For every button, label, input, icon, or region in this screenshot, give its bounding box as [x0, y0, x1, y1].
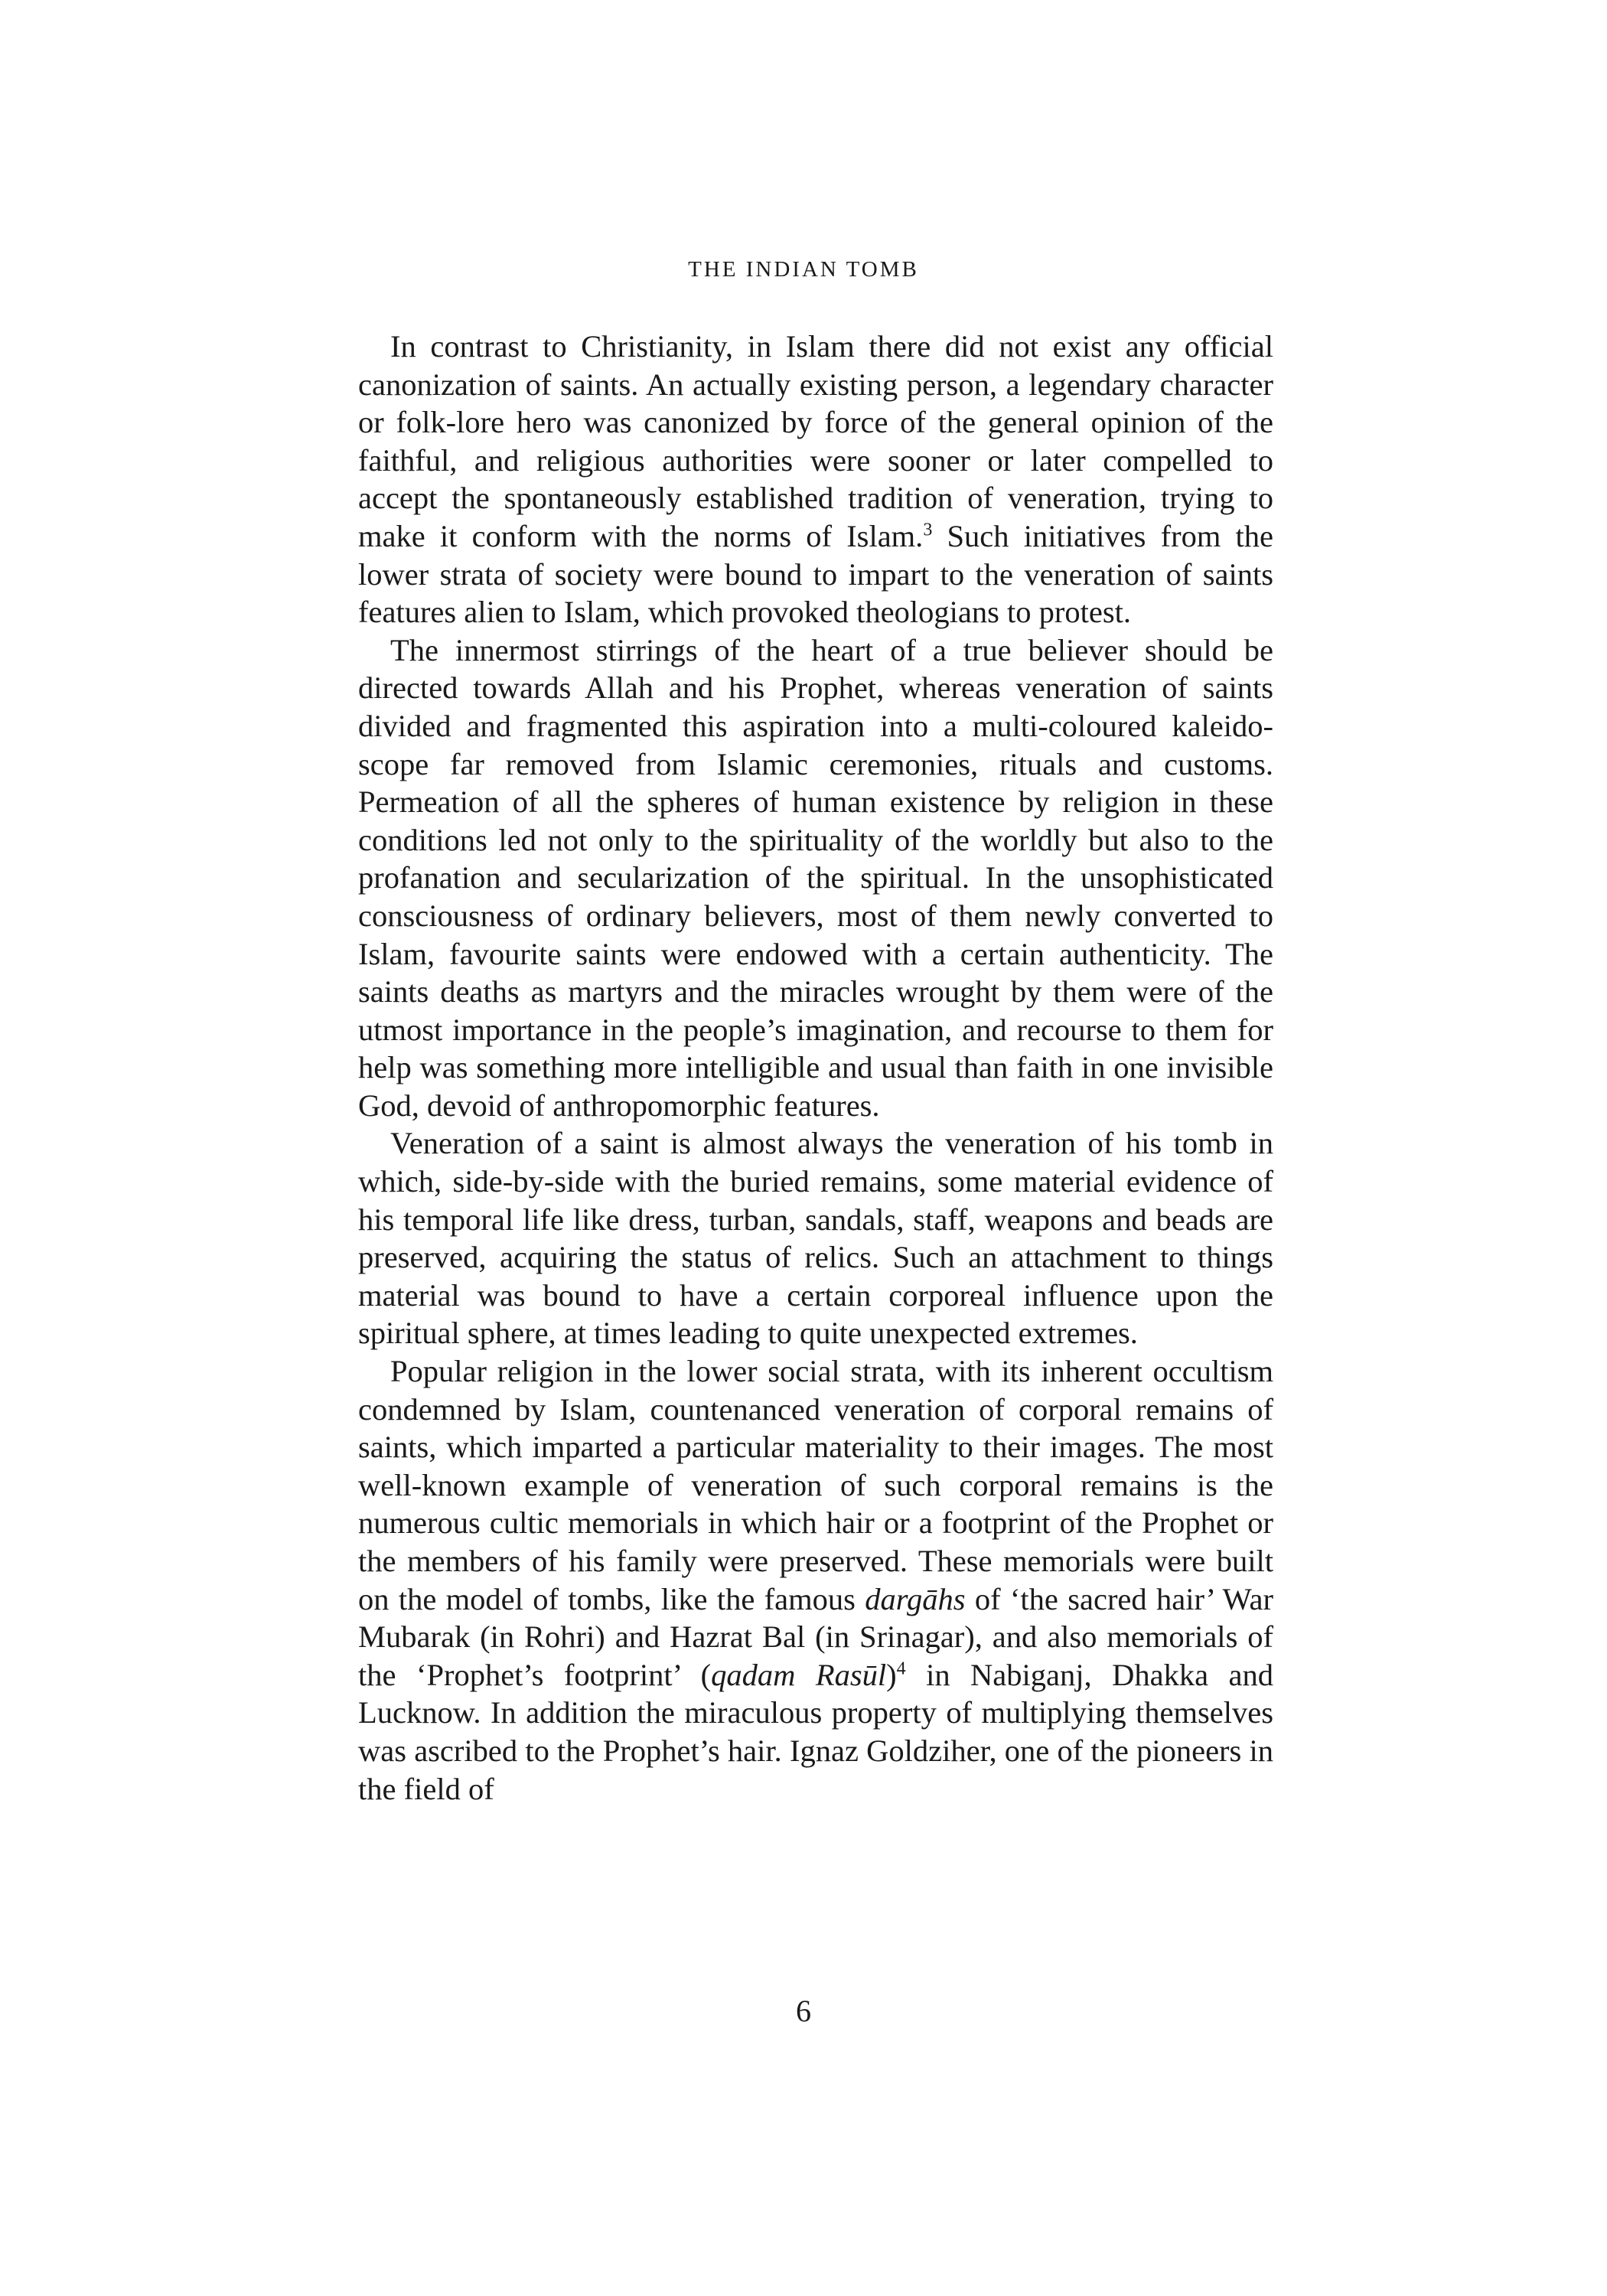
text-segment: The innermost stirrings of the heart of a true believer should be directed towards Allah and his Prophet, whereas veneration of saints divided and fragmented this aspiration into a multi-coloured kaleidoscope far removed from Islamic ceremonies, rituals and customs. Permeation of all the spheres of human existence by religion in these conditions led not only to the spirituality of the worldly but also to the profanation and secularization of the spiritual. In the unsophisticated consciousness of ordinary believers, most of them newly converted to Islam, favourite saints were endowed with a certain authenticity. The saints deaths as martyrs and the miracles wrought by them were of the utmost importance in the people’s imagination, and recourse to them for help was something more intelligible and usual than faith in one invisible God, devoid of anthropomorphic features.: [358, 632, 1273, 1123]
italic-term: dargāhs: [865, 1581, 966, 1616]
footnote-ref: 3: [923, 520, 933, 540]
paragraph: [358, 328, 1273, 631]
text-segment: Veneration of a saint is almost always the veneration of his tomb in which, side-by-side with the buried remains, some material evidence of his temporal life like dress, turban, sandals, staff, weapons and beads are preserved, acquiring the status of relics. Such an attachment to things material was bound to have a certain corporeal influence upon the spiritual sphere, at times leading to quite unexpected extremes.: [358, 1126, 1273, 1351]
text-segment: Such initiatives from the lower strata of society were bound to impart to the veneration of saints features alien to Islam, which provoked theologians to protest.: [358, 518, 1273, 630]
italic-term: qadam Rasūl: [711, 1657, 887, 1692]
text-segment: ): [886, 1657, 897, 1692]
paragraph: [358, 1124, 1273, 1352]
paragraph: [358, 631, 1273, 1125]
paragraph: [358, 1352, 1273, 1808]
body-text: [358, 328, 1273, 1808]
running-head: THE INDIAN TOMB: [688, 257, 919, 282]
footnote-ref: 4: [896, 1658, 906, 1679]
page-number: 6: [796, 1994, 811, 2028]
text-segment: in Nabiganj, Dhakka and Lucknow. In addition the miraculous property of multiplying themselves was ascribed to the Prophet’s hair. Ignaz Goldziher, one of the pioneers in the field of: [358, 1657, 1274, 1806]
text-segment: In contrast to Christianity, in Islam there did not exist any official canonization of saints. An actually existing person, a legendary character or folk-lore hero was canonized by force of the general opinion of the faithful, and religious authorities were sooner or later compelled to accept the spontaneously established tradition of veneration, trying to make it conform with the norms of Islam.: [358, 329, 1273, 553]
text-segment: Popular religion in the lower social strata, with its inherent occultism condemned by Islam, countenanced veneration of corporal remains of saints, which imparted a particular materiality to their images. The most well-known example of veneration of such corporal remains is the numerous cultic memorials in which hair or a footprint of the Prophet or the members of his family were preserved. These memorials were built on the model of tombs, like the famous: [358, 1354, 1273, 1616]
text-segment: of ‘the sacred hair’ War Mubarak (in Rohri) and Hazrat Bal (in Srinagar), and also memorials of the ‘Prophet’s footprint’ (: [358, 1581, 1273, 1692]
